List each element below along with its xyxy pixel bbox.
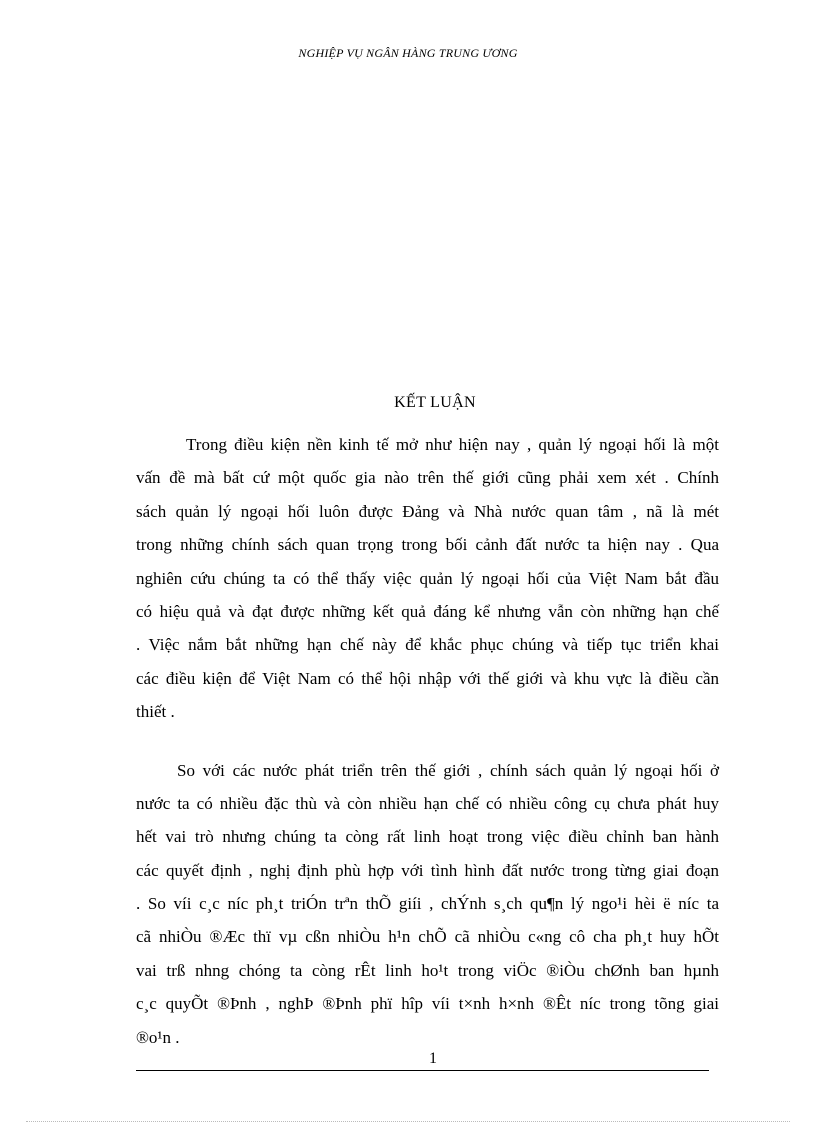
running-header: NGHIỆP VỤ NGÂN HÀNG TRUNG ƯƠNG [298, 46, 518, 60]
footer-rule [136, 1070, 709, 1071]
paragraph-1-line-2: vấn đề mà bất cứ một quốc gia nào trên thế giới cũng phải xem xét . Chính [136, 468, 719, 488]
page-edge-divider [26, 1121, 790, 1122]
paragraph-1-line-7: . Việc nắm bắt những hạn chế này để khắc phục chúng và tiếp tục triển khai [136, 635, 719, 655]
paragraph-1-line-9: thiết . [136, 702, 175, 722]
paragraph-1-line-4: trong những chính sách quan trọng trong bối cảnh đất nước ta hiện nay . Qua [136, 535, 719, 555]
paragraph-2-line-1: So với các nước phát triển trên thế giới , chính sách quản lý ngoại hối ở [177, 760, 719, 780]
paragraph-1-line-1: Trong điều kiện nền kinh tế mở như hiện nay , quản lý ngoại hối là một [186, 435, 719, 454]
paragraph-2-line-5: . So víi c¸c níc ph¸t triÓn trªn thÕ giíi , chÝnh s¸ch qu¶n lý ngo¹i hèi ë níc ta [136, 894, 719, 914]
paragraph-2-line-7: vai trß nhng chóng ta còng rÊt linh ho¹t trong viÖc ®iÒu chØnh ban hµnh [136, 960, 719, 980]
paragraph-2-line-3: hết vai trò nhưng chúng ta còng rất linh hoạt trong việc điều chỉnh ban hành [136, 827, 719, 847]
page-number: 1 [429, 1050, 437, 1067]
paragraph-1-line-8: các điều kiện để Việt Nam có thể hội nhập với thế giới và khu vực là điều cần [136, 668, 719, 688]
paragraph-2-line-8: c¸c quyÕt ®Þnh , nghÞ ®Þnh phï hîp víi t×nh h×nh ®Êt níc trong tõng giai [136, 994, 719, 1014]
paragraph-1-line-5: nghiên cứu chúng ta có thể thấy việc quản lý ngoại hối của Việt Nam bắt đầu [136, 568, 719, 588]
paragraph-2-line-9: ®o¹n . [136, 1027, 180, 1047]
paragraph-1-line-3: sách quản lý ngoại hối luôn được Đảng và Nhà nước quan tâm , nã là mét [136, 501, 719, 521]
paragraph-1-line-6: có hiệu quả và đạt được những kết quả đáng kể nhưng vẫn còn những hạn chế [136, 601, 719, 621]
paragraph-2-line-2: nước ta có nhiều đặc thù và còn nhiều hạn chế có nhiều công cụ chưa phát huy [136, 793, 719, 813]
body-text [136, 428, 719, 1054]
section-title: KẾT LUẬN [394, 394, 476, 411]
paragraph-2-line-6: cã nhiÒu ®Æc thï vµ cßn nhiÒu h¹n chÕ cã nhiÒu c«ng cô cha ph¸t huy hÕt [136, 927, 719, 947]
paragraph-gap [136, 729, 719, 754]
paragraph-2-line-4: các quyết định , nghị định phù hợp với tình hình đất nước trong từng giai đoạn [136, 860, 719, 880]
